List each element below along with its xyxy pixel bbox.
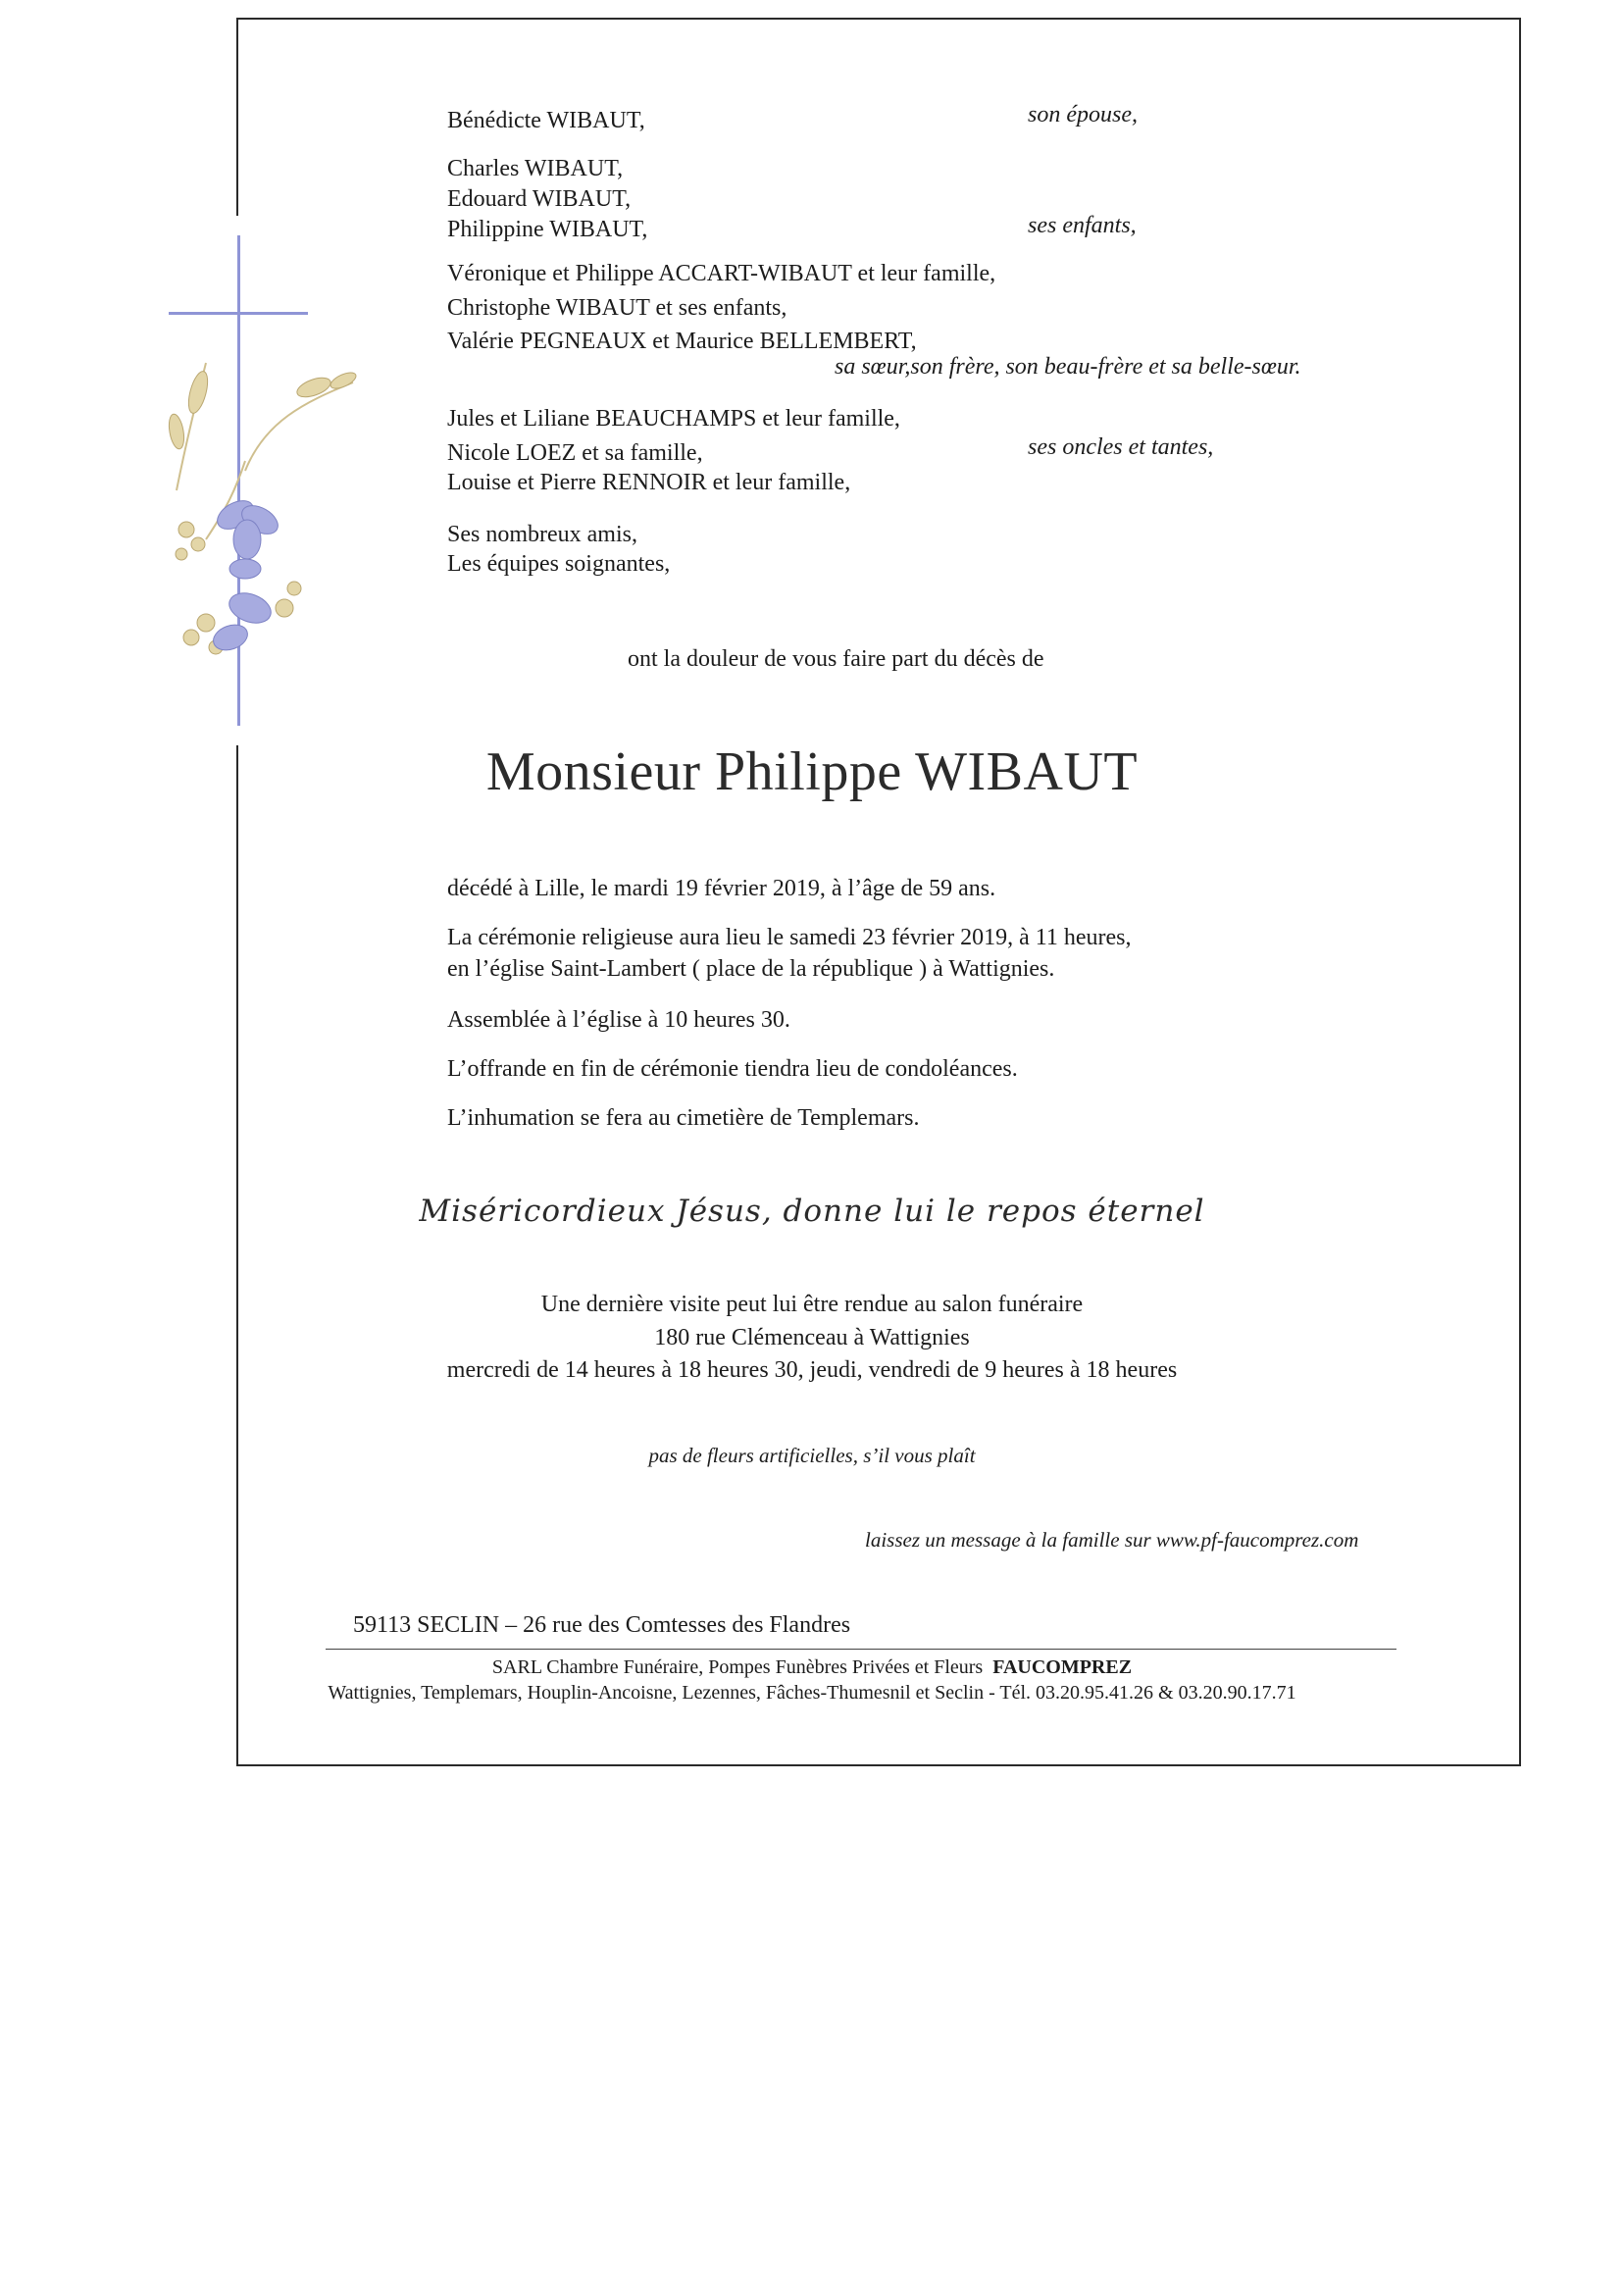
message-note: laissez un message à la famille sur www.pf-faucomprez.com: [865, 1528, 1359, 1552]
spouse-name: Bénédicte WIBAUT,: [447, 108, 645, 133]
no-flowers-note: pas de fleurs artificielles, s’il vous plaît: [648, 1444, 976, 1467]
prayer: Miséricordieux Jésus, donne lui le repos éternel: [419, 1194, 1205, 1229]
uncles-relation: ses oncles et tantes,: [1028, 434, 1214, 460]
footer-company: [0, 1657, 1624, 1677]
detail-line: La cérémonie religieuse aura lieu le samedi 23 février 2019, à 11 heures,: [447, 925, 1132, 950]
visit-line: 180 rue Clémenceau à Wattignies: [654, 1325, 970, 1350]
announcement: ont la douleur de vous faire part du décès de: [628, 646, 1044, 672]
other-mourner: Les équipes soignantes,: [447, 551, 671, 577]
cross-horizontal: [169, 312, 308, 315]
sibling-name: Christophe WIBAUT et ses enfants,: [447, 295, 787, 321]
uncle-name: Louise et Pierre RENNOIR et leur famille,: [447, 470, 851, 495]
footer-rule: [326, 1649, 1396, 1650]
uncle-name: Nicole LOEZ et sa famille,: [447, 440, 703, 466]
siblings-relation: sa sœur,son frère, son beau-frère et sa belle-sœur.: [835, 354, 1301, 380]
company-prefix: SARL Chambre Funéraire, Pompes Funèbres Privées et Fleurs: [491, 1656, 984, 1678]
child-name: Edouard WIBAUT,: [447, 186, 632, 212]
visit-line: Une dernière visite peut lui être rendue au salon funéraire: [540, 1292, 1084, 1317]
visit-line: mercredi de 14 heures à 18 heures 30, jeudi, vendredi de 9 heures à 18 heures: [446, 1357, 1178, 1383]
children-relation: ses enfants,: [1028, 213, 1137, 238]
uncle-name: Jules et Liliane BEAUCHAMPS et leur famille,: [447, 406, 900, 432]
footer-locations-phone: Wattignies, Templemars, Houplin-Ancoisne, Lezennes, Fâches-Thumesnil et Seclin - Tél. 03.20.95.41.26 & 03.20.90.17.71: [328, 1682, 1296, 1704]
child-name: Philippine WIBAUT,: [447, 217, 648, 242]
detail-line: L’inhumation se fera au cimetière de Templemars.: [447, 1105, 920, 1131]
deceased-name: Monsieur Philippe WIBAUT: [485, 741, 1139, 802]
company-name: FAUCOMPREZ: [992, 1656, 1133, 1678]
sibling-name: Véronique et Philippe ACCART-WIBAUT et leur famille,: [447, 261, 996, 286]
detail-line: Assemblée à l’église à 10 heures 30.: [447, 1007, 790, 1033]
other-mourner: Ses nombreux amis,: [447, 522, 637, 547]
spouse-relation: son épouse,: [1028, 102, 1138, 127]
flower-wheat-icon: [137, 343, 392, 696]
child-name: Charles WIBAUT,: [447, 156, 624, 181]
sibling-name: Valérie PEGNEAUX et Maurice BELLEMBERT,: [447, 329, 917, 354]
detail-line: en l’église Saint-Lambert ( place de la république ) à Wattignies.: [447, 956, 1055, 982]
detail-line: décédé à Lille, le mardi 19 février 2019, à l’âge de 59 ans.: [447, 876, 996, 901]
footer-address: 59113 SECLIN – 26 rue des Comtesses des Flandres: [353, 1612, 851, 1638]
detail-line: L’offrande en fin de cérémonie tiendra lieu de condoléances.: [447, 1056, 1018, 1082]
